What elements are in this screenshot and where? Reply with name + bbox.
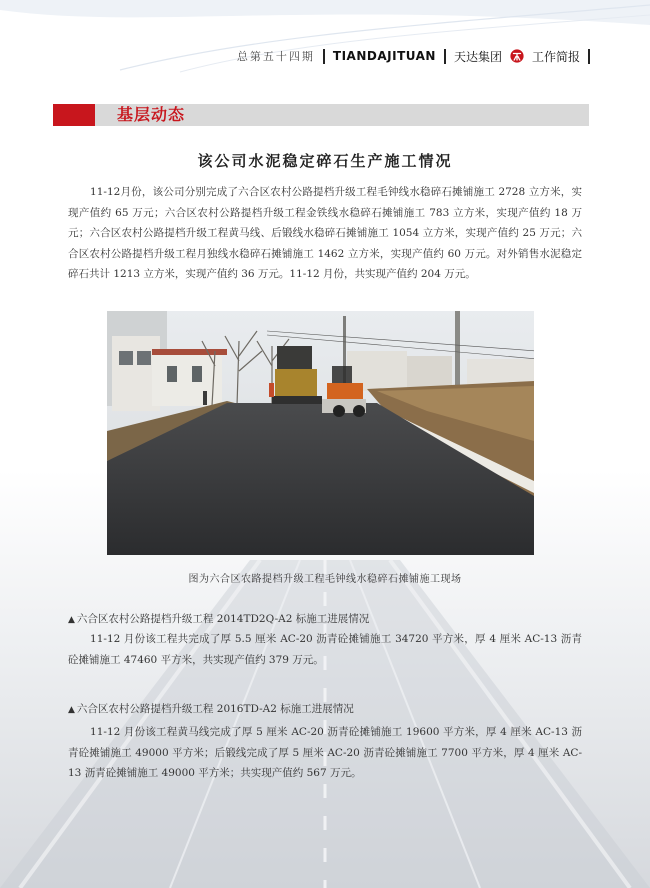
tianda-logo-icon	[510, 49, 524, 63]
group-name: 天达集团	[453, 49, 502, 64]
section-accent-block	[53, 104, 95, 126]
project-heading-text: 六合区农村公路提档升级工程 2016TD-A2 标施工进展情况	[76, 703, 354, 715]
article-title: 该公司水泥稳定碎石生产施工情况	[197, 152, 453, 170]
masthead-divider	[323, 49, 325, 64]
header-wave-decoration	[0, 0, 650, 80]
construction-site-photo	[107, 311, 534, 555]
triangle-marker-icon: ▲	[68, 615, 75, 625]
project-paragraph-1: 11-12 月份该工程共完成了厚 5.5 厘米 AC-20 沥青砼摊铺施工 34720 平方米，厚 4 厘米 AC-13 沥青砼摊铺施工 47460 平方米，共实现产值约 379 万元。	[68, 633, 582, 666]
section-header	[53, 104, 589, 126]
project-paragraph-2: 11-12 月份该工程黄马线完成了厚 5 厘米 AC-20 沥青砼摊铺施工 19600 平方米，厚 4 厘米 AC-13 沥青砼摊铺施工 49000 平方米；后锻线完成了厚 5 厘米 AC-20 沥青砼摊铺施工 7700 平方米，厚 4 厘米 AC-13 沥青砼摊铺施工 49000 平方米；共实现产值约 567 万元。	[68, 726, 582, 780]
masthead-divider	[588, 49, 590, 64]
masthead	[237, 46, 590, 66]
brief-title: 工作简报	[531, 49, 580, 64]
article-intro-paragraph: 11-12月份，该公司分别完成了六合区农村公路提档升级工程毛钟线水稳碎石摊铺施工 2728 立方米，实现产值约 65 万元；六合区农村公路提档升级工程金铁线水稳碎石摊铺施工 783 立方米，实现产值约 18 万元；六合区农村公路提档升级工程黄马线、后锻线水稳碎石摊铺施工 1054 立方米，实现产值约 25 万元；六合区农村公路提档升级工程月独线水稳碎石摊铺施工 1462 立方米，实现产值约 60 万元。对外销售水泥稳定碎石共计 1213 立方米，实现产值约 36 万元。11-12 月份，共实现产值约 204 万元。	[68, 186, 582, 281]
section-title: 基层动态	[117, 105, 186, 124]
project-heading-2	[68, 701, 354, 716]
project-heading-text: 六合区农村公路提档升级工程 2014TD2Q-A2 标施工进展情况	[76, 613, 370, 625]
project-heading-1	[68, 611, 369, 626]
triangle-marker-icon: ▲	[68, 705, 75, 715]
masthead-divider	[444, 49, 446, 64]
brand-name: TIANDAJITUAN	[332, 49, 436, 63]
photo-caption: 图为六合区农路提档升级工程毛钟线水稳碎石摊铺施工现场	[188, 574, 462, 585]
issue-number: 总第五十四期	[236, 50, 315, 63]
